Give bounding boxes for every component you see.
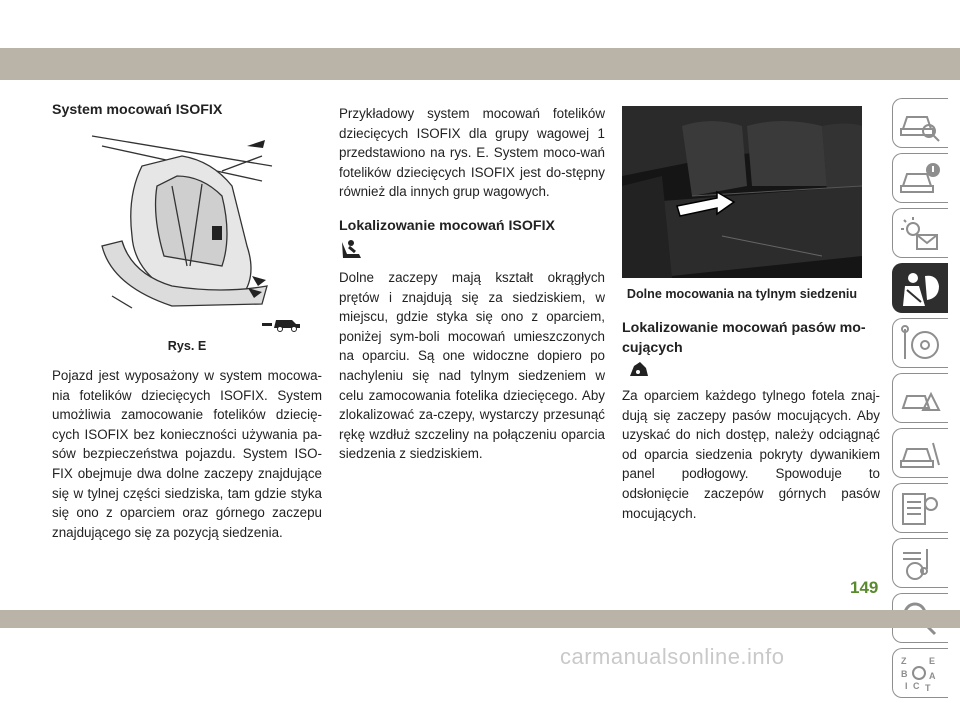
tab-emergency[interactable] xyxy=(892,373,948,423)
bottom-band xyxy=(0,610,960,628)
svg-text:C: C xyxy=(913,681,920,691)
top-band xyxy=(0,48,960,80)
hazard-car-icon xyxy=(899,380,941,418)
svg-text:Z: Z xyxy=(901,656,907,666)
svg-text:T: T xyxy=(925,683,931,693)
car-info-icon xyxy=(899,160,941,198)
section-heading-isofix: System mocowań ISOFIX xyxy=(52,102,223,118)
warning-lights-icon xyxy=(899,215,941,253)
car-service-icon xyxy=(899,435,941,473)
tab-specifications[interactable] xyxy=(892,483,948,533)
column-left xyxy=(52,100,322,542)
watermark: carmanualsonline.info xyxy=(560,644,785,669)
figure-caption: Rys. E xyxy=(167,339,207,353)
section-heading-isofix-location: Lokalizowanie mocowań ISOFIX xyxy=(339,217,556,234)
multimedia-icon xyxy=(899,545,941,583)
paragraph: Dolne zaczepy mają kształt okrągłych prętów i znajdują się za siedziskiem, w miejscu, gdzie styka się ono z oparciem, poniżej sym-boli mocowań umieszczonych na oparciu. Są one widoczne dopiero po nachyleniu się nad tylnym siedzeniem w celu zamocowania fotelika dziecięcego. Aby zlokalizować za-czepy, wystarczy przesunąć rękę wzdłuż szczeliny na połączeniu oparcia siedzenia z siedziskiem. xyxy=(339,269,605,462)
car-search-icon xyxy=(899,105,941,143)
specifications-icon xyxy=(899,490,941,528)
svg-text:B: B xyxy=(901,669,908,679)
index-icon xyxy=(899,655,941,693)
tab-car-info[interactable] xyxy=(892,153,948,203)
tab-multimedia[interactable] xyxy=(892,538,948,588)
tab-car-search[interactable] xyxy=(892,98,948,148)
section-heading-tether: Lokalizowanie mocowań pasów mo-cujących xyxy=(622,320,866,356)
steering-key-icon xyxy=(899,325,941,363)
column-right xyxy=(622,106,880,523)
svg-text:A: A xyxy=(929,671,936,681)
airbag-safety-icon xyxy=(899,270,941,308)
svg-text:I: I xyxy=(905,681,908,691)
vehicle-direction-icon xyxy=(262,316,302,332)
tab-starting[interactable] xyxy=(892,318,948,368)
column-middle xyxy=(339,104,605,464)
tab-warning-lights[interactable] xyxy=(892,208,948,258)
tab-service[interactable] xyxy=(892,428,948,478)
paragraph: Za oparciem każdego tylnego fotela znaj-dują się zaczepy pasów mocujących. Aby uzyskać do nich dostęp, należy odciągnąć od oparcia siedzenia pokryty dywanikiem panel podłogowy. Spowoduje to odsłonięcie zaczepów górnych pasów mocujących. xyxy=(622,388,880,521)
svg-text:E: E xyxy=(929,656,936,666)
rear-seat-photo xyxy=(622,106,862,278)
photo-caption: Dolne mocowania na tylnym siedzeniu xyxy=(626,287,858,301)
child-seat-icon xyxy=(339,238,363,260)
tab-index[interactable] xyxy=(892,648,948,698)
paragraph: Przykładowy system mocowań fotelików dziecięcych ISOFIX dla grupy wagowej 1 przedstawiono na rys. E. System moco-wań fotelików dziecięcych ISOFIX jest do-stępny również dla innych grup wagowych. xyxy=(339,106,605,200)
page-number: 149 xyxy=(850,578,879,597)
tab-safety[interactable] xyxy=(892,263,948,313)
child-seat-figure xyxy=(72,126,302,336)
paragraph: Pojazd jest wyposażony w system mocowa-nia fotelików dziecięcych ISOFIX. System umożliwia zamocowanie fotelików dziecię-cych ISOFIX bez konieczności używania pa-sów bezpieczeństwa pojazdu. System ISO-FIX obejmuje dwa dolne zaczepy znajdujące się w tylnej części siedziska, tam gdzie styka się ono z oparciem oraz górnego zaczepu znajdującego się za pozycją siedzenia. xyxy=(52,368,322,540)
tether-anchor-icon xyxy=(628,360,650,378)
